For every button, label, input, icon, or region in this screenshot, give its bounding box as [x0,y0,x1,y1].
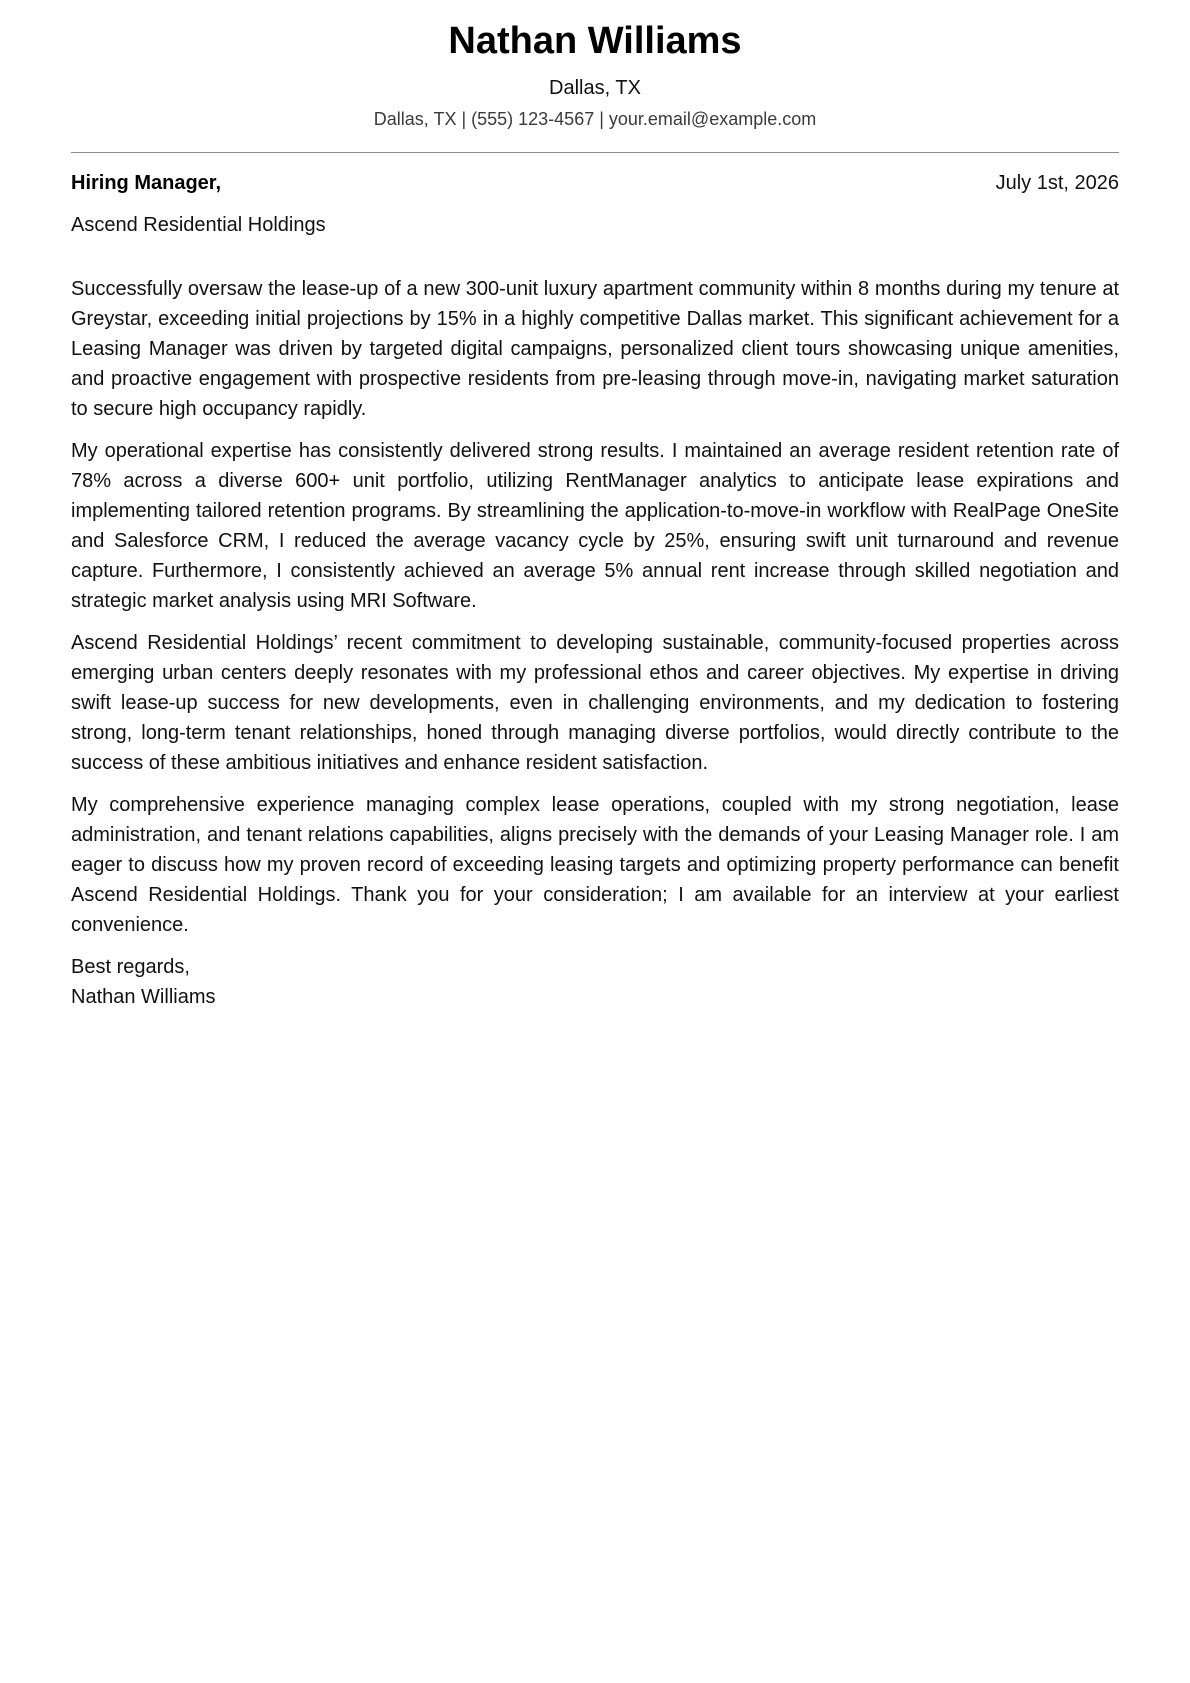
applicant-contact: Dallas, TX | (555) 123-4567 | your.email@example.com [373,109,817,129]
body-paragraph: My operational expertise has consistently delivered strong results. I maintained an average resident retention rate of 78% across a diverse 600+ unit portfolio, utilizing RentManager analytics to anticipate lease expirations and implementing tailored retention programs. By streamlining the application-to-move-in workflow with RealPage OneSite and Salesforce CRM, I reduced the average vacancy cycle by 25%, ensuring swift unit turnaround and revenue capture. Furthermore, I consistently achieved an average 5% annual rent increase through skilled negotiation and strategic market analysis using MRI Software. [71,440,1119,612]
body-paragraph: Successfully oversaw the lease-up of a new 300-unit luxury apartment community within 8 months during my tenure at Greystar, exceeding initial projections by 15% in a highly competitive Dallas market. This significant achievement for a Leasing Manager was driven by targeted digital campaigns, personalized client tours showcasing unique amenities, and proactive engagement with prospective residents from pre-leasing through move-in, navigating market saturation to secure high occupancy rapidly. [71,278,1119,420]
applicant-location: Dallas, TX [549,77,641,99]
closing-phrase: Best regards, [71,956,190,978]
applicant-name: Nathan Williams [448,20,742,62]
letter-date: July 1st, 2026 [995,172,1119,194]
letter-header [71,0,1119,131]
recipient-date-row [71,169,1119,197]
letter-closing [71,952,1119,1012]
body-paragraph: My comprehensive experience managing complex lease operations, coupled with my strong negotiation, lease administration, and tenant relations capabilities, aligns precisely with the demands of your Leasing Manager role. I am eager to discuss how my proven record of exceeding leasing targets and optimizing property performance can benefit Ascend Residential Holdings. Thank you for your consideration; I am available for an interview at your earliest convenience. [71,794,1119,936]
letter-body [71,274,1119,940]
recipient-company: Ascend Residential Holdings [71,214,326,236]
signature-name: Nathan Williams [71,986,216,1008]
header-divider [71,152,1119,153]
salutation: Hiring Manager, [71,172,222,194]
body-paragraph: Ascend Residential Holdings’ recent commitment to developing sustainable, community-focused properties across emerging urban centers deeply resonates with my professional ethos and career objectives. My expertise in driving swift lease-up success for new developments, even in challenging environments, and my dedication to fostering strong, long-term tenant relationships, honed through managing diverse portfolios, would directly contribute to the success of these ambitious initiatives and enhance resident satisfaction. [71,632,1119,774]
